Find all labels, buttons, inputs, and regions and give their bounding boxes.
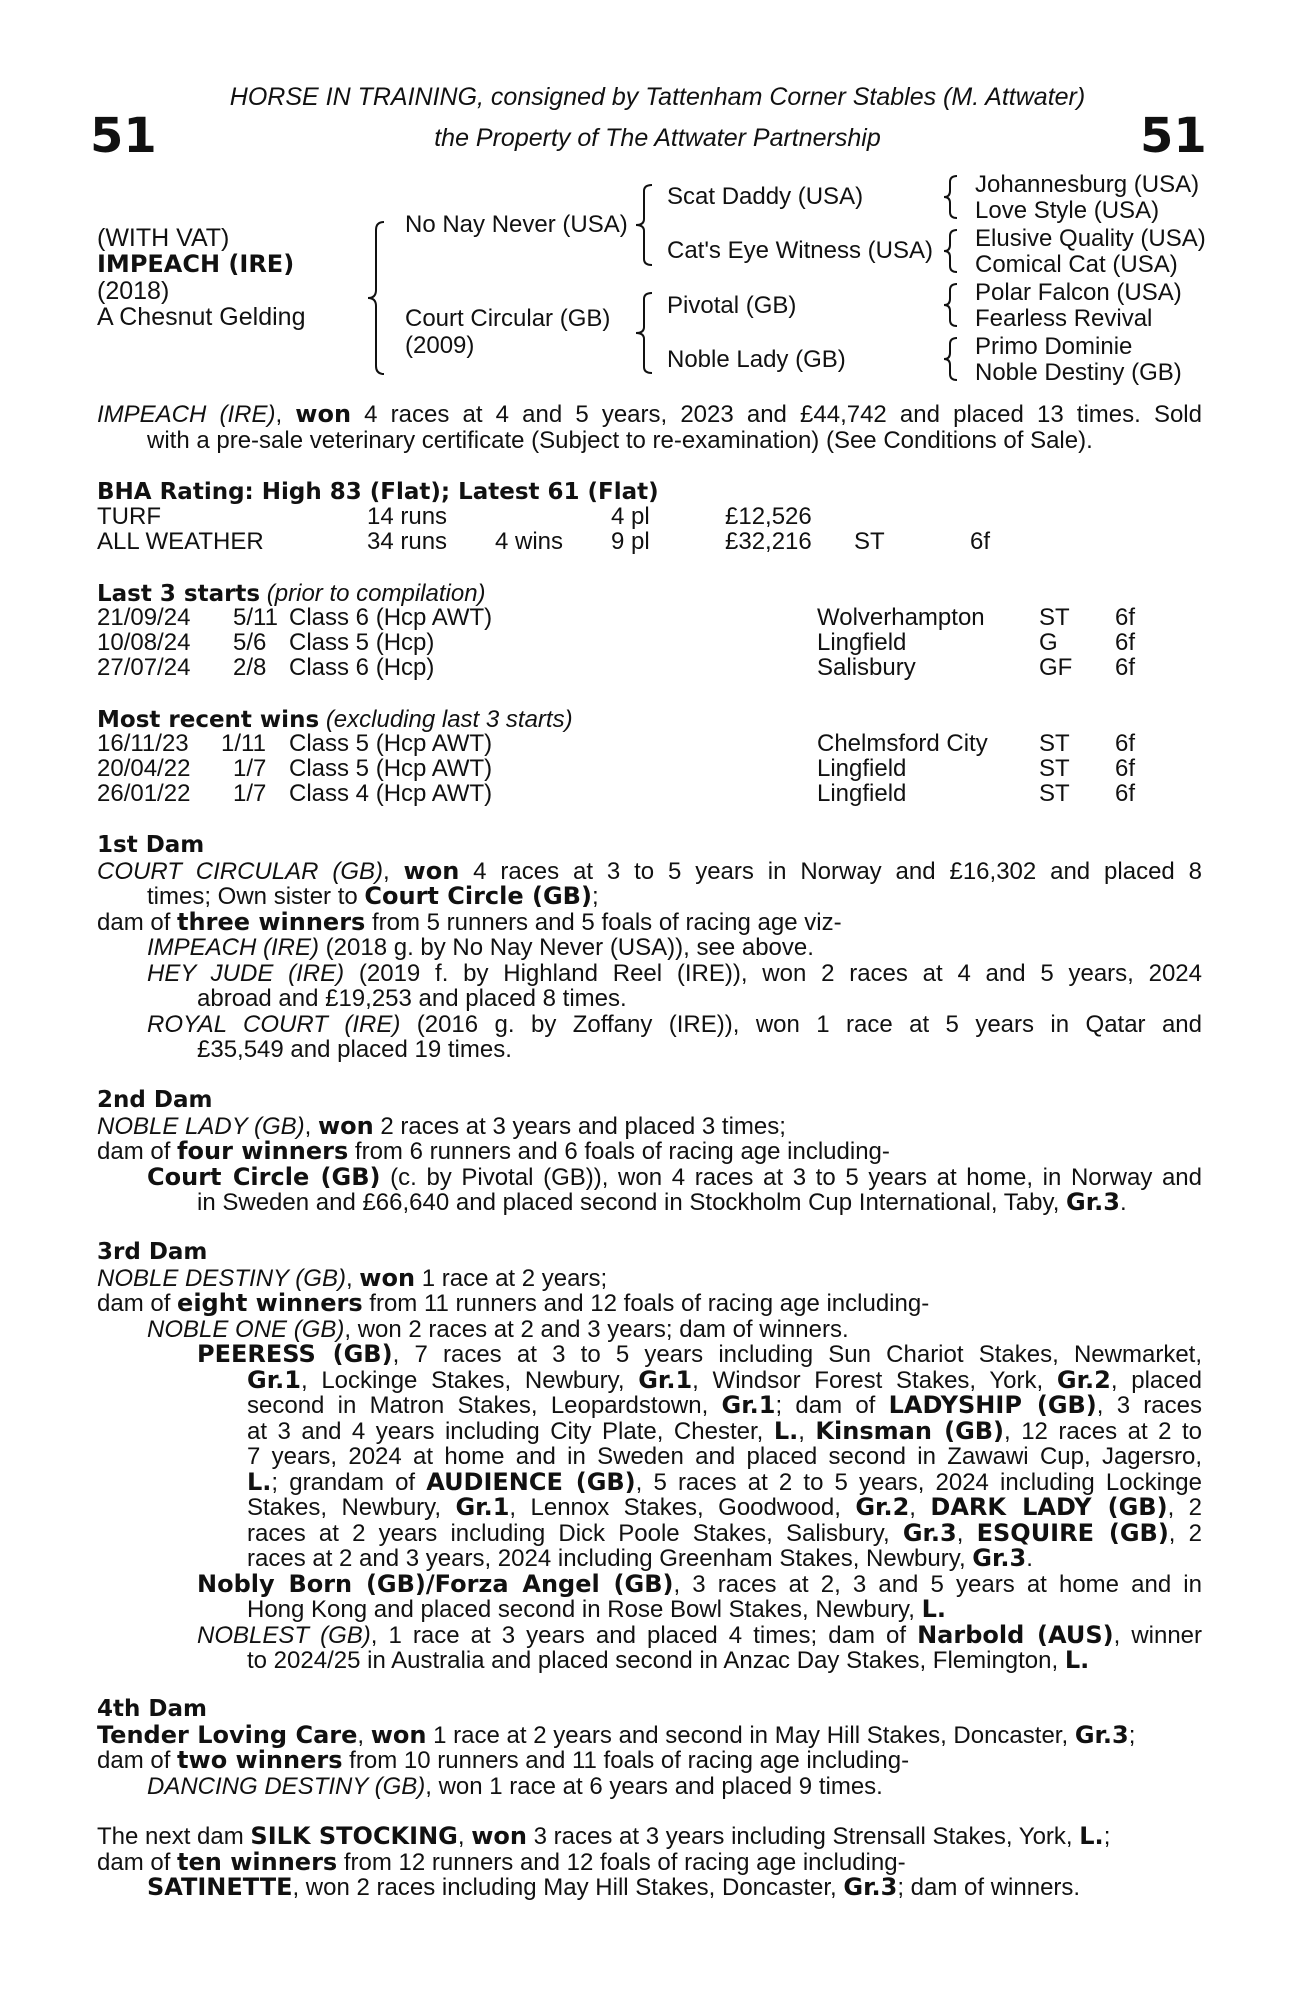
progeny-line: IMPEACH (IRE) (2018 g. by No Nay Never (USA)), see above. bbox=[147, 934, 814, 961]
progeny-line: races at 2 years including Dick Poole Stakes, Salisbury, Gr.3, ESQUIRE (GB), 2 bbox=[247, 1518, 1202, 1547]
pedigree-sire: No Nay Never (USA) bbox=[405, 211, 628, 238]
pedigree-bracket-sire bbox=[636, 185, 656, 265]
dam-line: The next dam SILK STOCKING, won 3 races at 3 years including Strensall Stakes, York, L.; bbox=[97, 1822, 1111, 1850]
recent-wins-heading: Most recent wins (excluding last 3 starts) bbox=[97, 706, 573, 733]
progeny-line: SATINETTE, won 2 races including May Hill Stakes, Doncaster, Gr.3; dam of winners. bbox=[147, 1873, 1081, 1901]
progeny-line: ROYAL COURT (IRE) (2016 g. by Zoffany (IRE)), won 1 race at 5 years in Qatar and bbox=[147, 1010, 1203, 1038]
last3-heading: Last 3 starts (prior to compilation) bbox=[97, 580, 486, 607]
horse-description: A Chesnut Gelding bbox=[97, 303, 306, 331]
summary-line-1: IMPEACH (IRE), won 4 races at 4 and 5 years, 2023 and £44,742 and placed 13 times. Sold bbox=[97, 400, 1202, 428]
progeny-line: Gr.1, Lockinge Stakes, Newbury, Gr.1, Windsor Forest Stakes, York, Gr.2, placed bbox=[247, 1365, 1202, 1394]
section-title: 4th Dam bbox=[97, 1696, 207, 1722]
first-dam-section bbox=[97, 833, 1202, 1063]
progeny-line: races at 2 and 3 years, 2024 including Greenham Stakes, Newbury, Gr.3. bbox=[247, 1544, 1033, 1572]
progeny-line: PEERESS (GB), 7 races at 3 to 5 years including Sun Chariot Stakes, Newmarket, bbox=[197, 1340, 1203, 1368]
progeny-line: to 2024/25 in Australia and placed second in Anzac Day Stakes, Flemington, L. bbox=[247, 1646, 1090, 1674]
dam-line: dam of ten winners from 12 runners and 12 foals of racing age including- bbox=[97, 1847, 906, 1876]
dam-line: Tender Loving Care, won 1 race at 2 years and second in May Hill Stakes, Doncaster, Gr.3; bbox=[97, 1720, 1136, 1749]
progeny-line: at 3 and 4 years including City Plate, Chester, L., Kinsman (GB), 12 races at 2 to bbox=[247, 1416, 1202, 1445]
dam-line: NOBLE DESTINY (GB), won 1 race at 2 years; bbox=[97, 1263, 608, 1292]
pedigree-gg3: Elusive Quality (USA) bbox=[975, 225, 1206, 252]
property-line: the Property of The Attwater Partnership bbox=[434, 124, 881, 152]
pedigree-gg2: Love Style (USA) bbox=[975, 197, 1160, 224]
progeny-line: abroad and £19,253 and placed 8 times. bbox=[197, 985, 627, 1012]
pedigree-sire-dam: Cat's Eye Witness (USA) bbox=[667, 237, 933, 264]
progeny-line: Hong Kong and placed second in Rose Bowl Stakes, Newbury, L. bbox=[247, 1595, 947, 1623]
pedigree-sire-sire: Scat Daddy (USA) bbox=[667, 183, 864, 210]
dam-line: times; Own sister to Court Circle (GB); bbox=[147, 882, 599, 910]
consignor-line: HORSE IN TRAINING, consigned by Tattenham Corner Stables (M. Attwater) bbox=[229, 83, 1086, 111]
section-title: 1st Dam bbox=[97, 832, 205, 858]
lot-number-right: 51 bbox=[1140, 108, 1207, 164]
dam-line: dam of three winners from 5 runners and 5 foals of racing age viz- bbox=[97, 907, 842, 936]
dam-line: dam of eight winners from 11 runners and 12 foals of racing age including- bbox=[97, 1289, 930, 1317]
progeny-line: 7 years, 2024 at home and in Sweden and placed second in Zawawi Cup, Jagersro, bbox=[247, 1443, 1202, 1470]
section-title: 2nd Dam bbox=[97, 1087, 213, 1113]
lot-number-left: 51 bbox=[90, 108, 157, 164]
pedigree-bracket-g3 bbox=[943, 282, 959, 328]
fourth-dam-section bbox=[97, 1697, 1202, 1799]
progeny-line: HEY JUDE (IRE) (2019 f. by Highland Reel (IRE)), won 2 races at 4 and 5 years, 2024 bbox=[147, 959, 1202, 987]
pedigree-dam-sire: Pivotal (GB) bbox=[667, 292, 797, 319]
rating-title: BHA Rating: High 83 (Flat); Latest 61 (Flat) bbox=[97, 479, 659, 505]
dam-line: NOBLE LADY (GB), won 2 races at 3 years and placed 3 times; bbox=[97, 1111, 786, 1140]
pedigree-dam-dam: Noble Lady (GB) bbox=[667, 346, 846, 373]
pedigree-gg8: Noble Destiny (GB) bbox=[975, 359, 1182, 386]
second-dam-section bbox=[97, 1088, 1202, 1216]
progeny-line: Court Circle (GB) (c. by Pivotal (GB)), won 4 races at 3 to 5 years at home, in Norway and bbox=[147, 1162, 1202, 1191]
summary-line-2: with a pre-sale veterinary certificate (Subject to re-examination) (See Conditions of Sale). bbox=[147, 426, 1093, 454]
progeny-line: NOBLE ONE (GB), won 2 races at 2 and 3 years; dam of winners. bbox=[147, 1315, 849, 1343]
progeny-line: Stakes, Newbury, Gr.1, Lennox Stakes, Goodwood, Gr.2, DARK LADY (GB), 2 bbox=[247, 1493, 1203, 1521]
progeny-line: L.; grandam of AUDIENCE (GB), 5 races at 2 to 5 years, 2024 including Lockinge bbox=[247, 1467, 1202, 1496]
pedigree-bracket-g2 bbox=[943, 228, 959, 274]
progeny-line: in Sweden and £66,640 and placed second in Stockholm Cup International, Taby, Gr.3. bbox=[197, 1188, 1127, 1216]
pedigree-dam: Court Circular (GB) bbox=[405, 305, 611, 332]
pedigree-bracket-g1 bbox=[943, 174, 959, 220]
pedigree-dam-year: (2009) bbox=[405, 332, 475, 359]
pedigree-gg5: Polar Falcon (USA) bbox=[975, 279, 1182, 306]
next-dam-section bbox=[97, 1824, 1202, 1901]
pedigree-gg6: Fearless Revival bbox=[975, 305, 1153, 332]
pedigree-gg1: Johannesburg (USA) bbox=[975, 171, 1200, 198]
horse-year: (2018) bbox=[97, 277, 170, 305]
horse-summary bbox=[97, 402, 1202, 453]
dam-line: dam of four winners from 6 runners and 6 foals of racing age including- bbox=[97, 1137, 890, 1165]
third-dam-section bbox=[97, 1240, 1202, 1674]
pedigree-gg4: Comical Cat (USA) bbox=[975, 251, 1178, 278]
horse-name: IMPEACH (IRE) bbox=[97, 250, 295, 278]
vat-label: (WITH VAT) bbox=[97, 224, 230, 252]
progeny-line: £35,549 and placed 19 times. bbox=[197, 1036, 512, 1063]
section-title: 3rd Dam bbox=[97, 1239, 208, 1265]
progeny-line: NOBLEST (GB), 1 race at 3 years and placed 4 times; dam of Narbold (AUS), winner bbox=[197, 1620, 1203, 1649]
progeny-line: Nobly Born (GB)/Forza Angel (GB), 3 races at 2, 3 and 5 years at home and in bbox=[197, 1569, 1202, 1598]
dam-line: dam of two winners from 10 runners and 11 foals of racing age including- bbox=[97, 1746, 910, 1774]
progeny-line: DANCING DESTINY (GB), won 1 race at 6 years and placed 9 times. bbox=[147, 1772, 883, 1800]
progeny-line: second in Matron Stakes, Leopardstown, Gr.1; dam of LADYSHIP (GB), 3 races bbox=[247, 1391, 1202, 1419]
dam-line: COURT CIRCULAR (GB), won 4 races at 3 to 5 years in Norway and £16,302 and placed 8 bbox=[97, 856, 1202, 885]
pedigree-bracket-g4 bbox=[943, 336, 959, 382]
pedigree-bracket-dam bbox=[636, 293, 656, 373]
pedigree-gg7: Primo Dominie bbox=[975, 333, 1133, 360]
pedigree-bracket-main bbox=[368, 222, 388, 374]
